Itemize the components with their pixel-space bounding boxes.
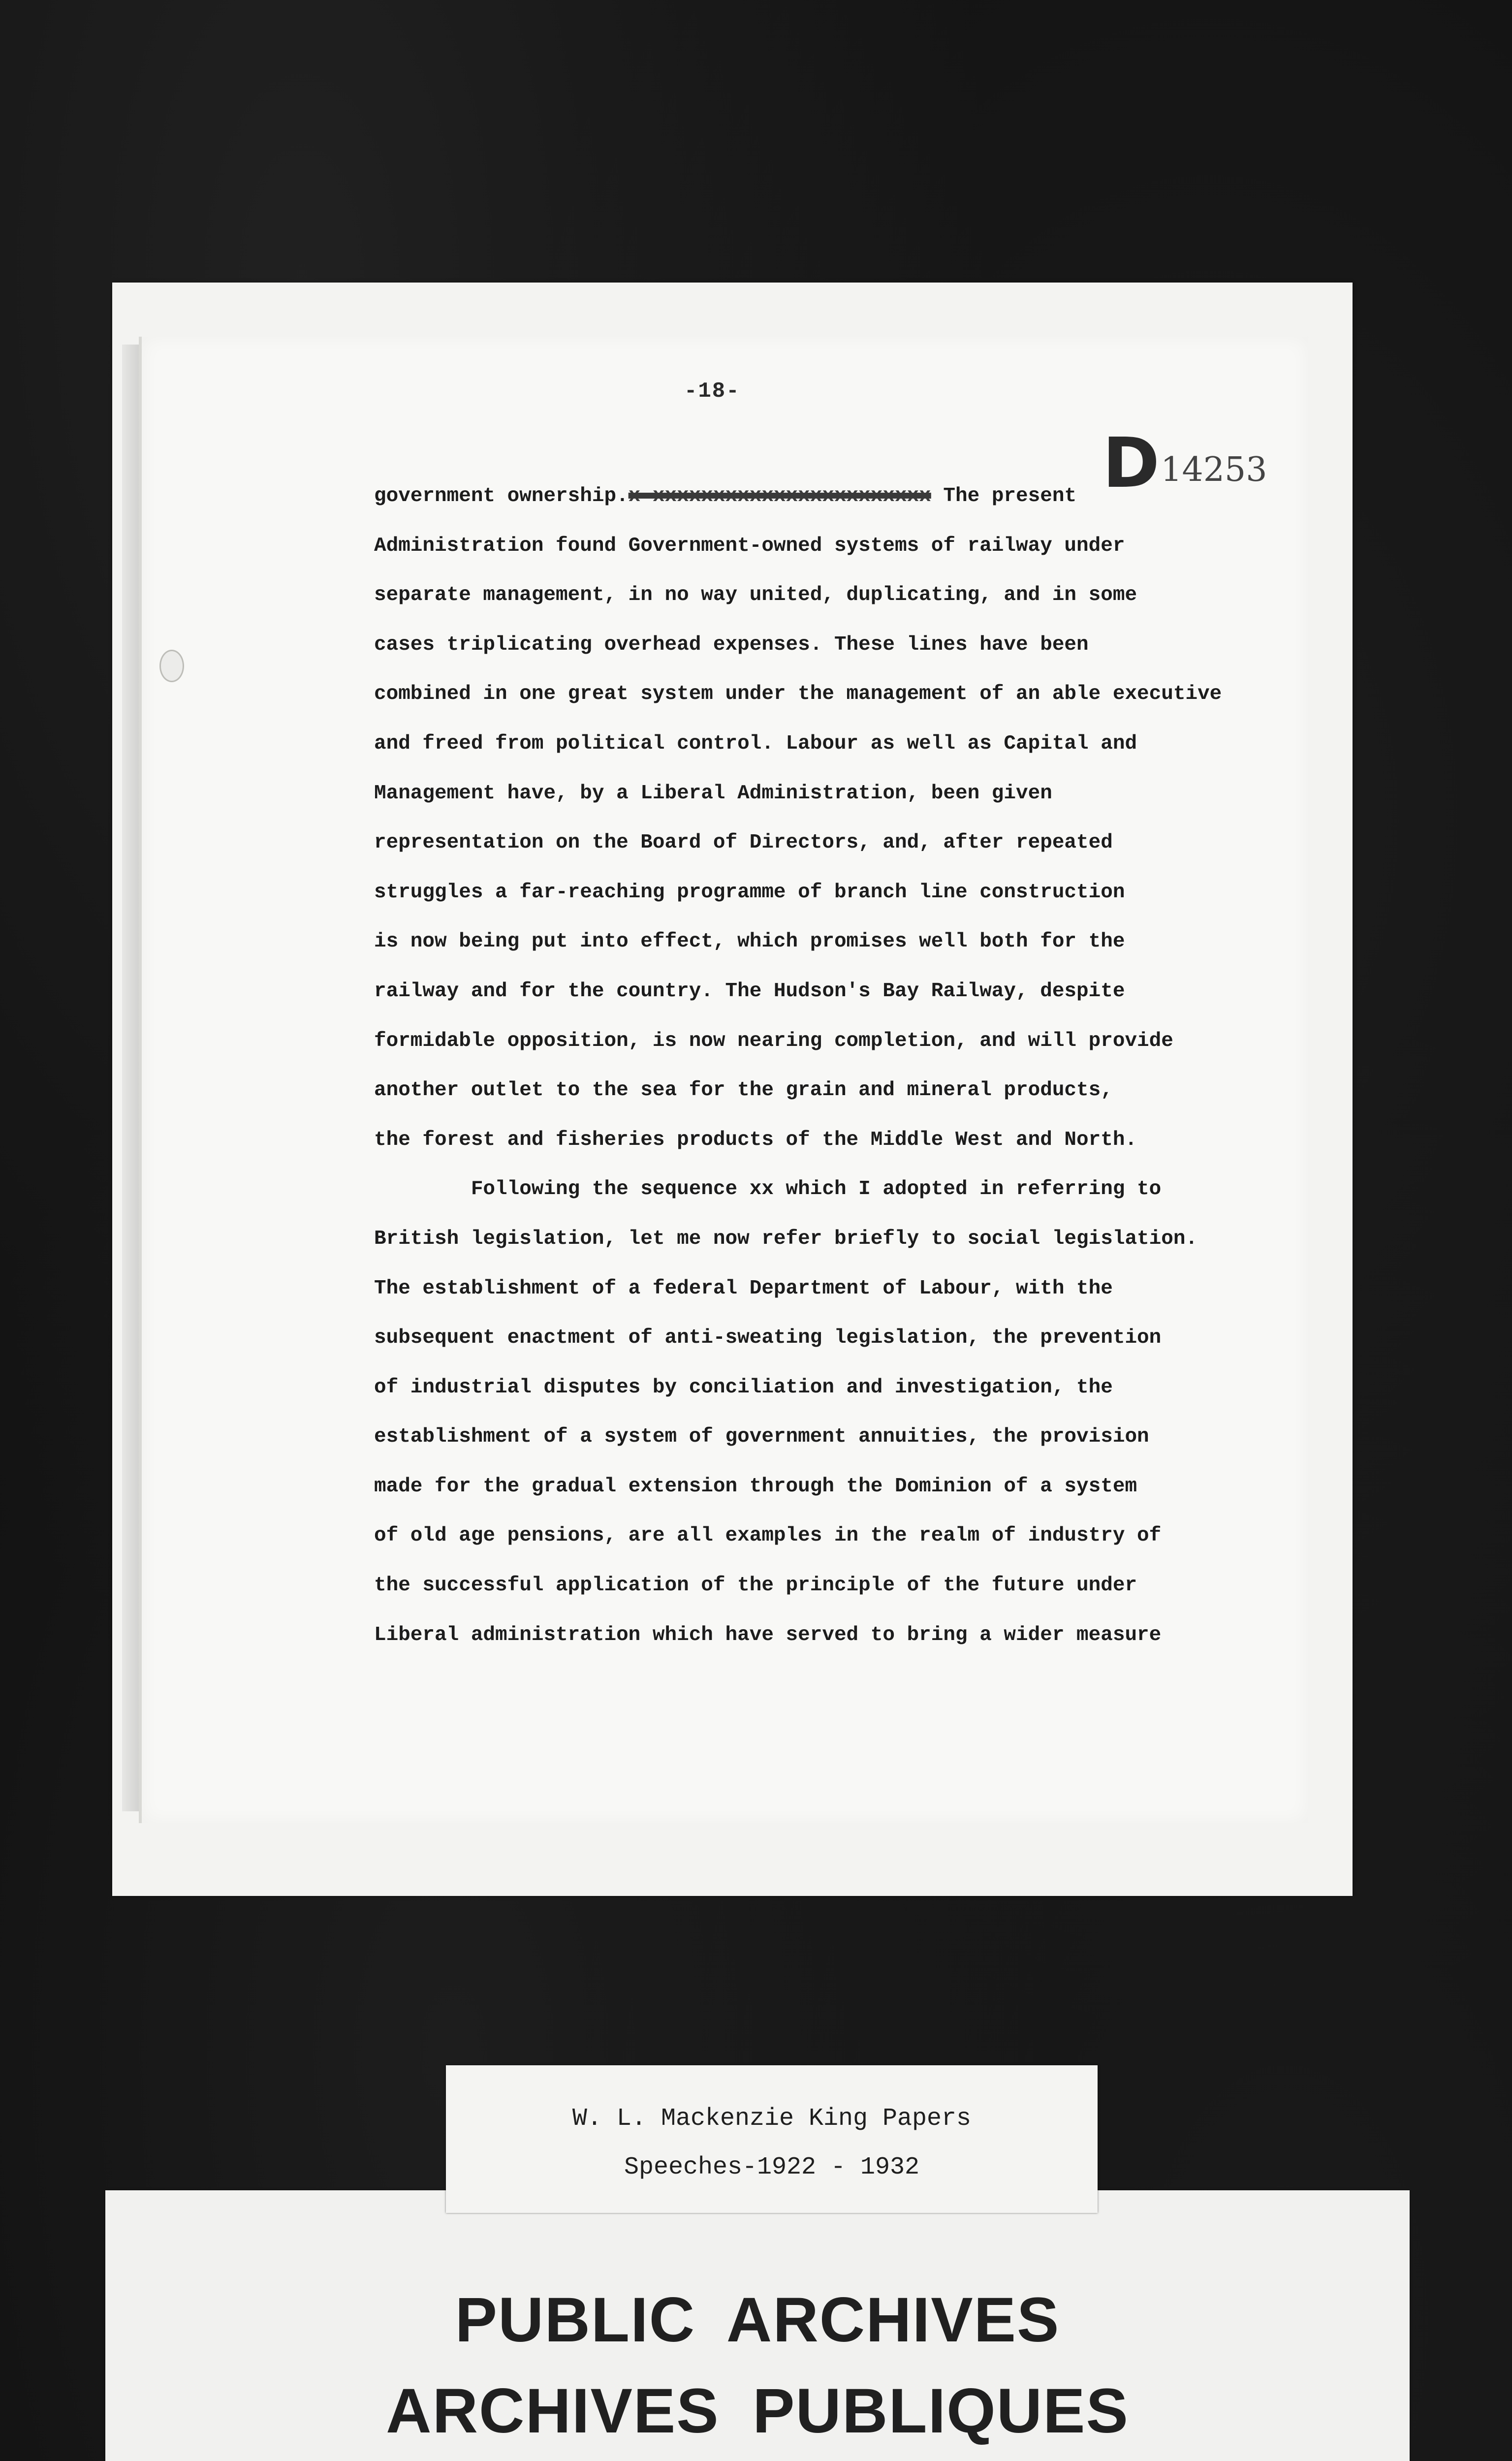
text-line-20: establishment of a system of government annuities, the provision: [374, 1425, 1149, 1449]
text-line-1-end: The present: [931, 485, 1077, 507]
text-line-14: the forest and fisheries products of the Middle West and North.: [374, 1128, 1137, 1151]
page-number: -18-: [684, 379, 740, 404]
text-line-13: another outlet to the sea for the grain and mineral products,: [374, 1079, 1113, 1102]
archives-title-english: PUBLIC ARCHIVES: [455, 2285, 1060, 2355]
text-line-5: combined in one great system under the management of an able executive: [374, 683, 1222, 706]
text-line-2: Administration found Government-owned systems of railway under: [374, 534, 1125, 557]
text-line-1-start: government ownership.: [374, 485, 629, 507]
document-id-letter: D: [1102, 423, 1158, 504]
archives-title-french: ARCHIVES PUBLIQUES: [386, 2376, 1129, 2446]
archives-banner: [105, 2190, 1410, 2461]
document-id-number: 14253: [1161, 450, 1267, 489]
text-line-7: Management have, by a Liberal Administration, been given: [374, 782, 1052, 805]
text-line-6: and freed from political control. Labour as well as Capital and: [374, 732, 1137, 755]
text-line-17: The establishment of a federal Department of Labour, with the: [374, 1277, 1113, 1300]
text-line-21: made for the gradual extension through the Dominion of a system: [374, 1475, 1137, 1498]
text-line-12: formidable opposition, is now nearing completion, and will provide: [374, 1029, 1173, 1052]
text-line-23: the successful application of the principle of the future under: [374, 1574, 1137, 1597]
text-line-19: of industrial disputes by conciliation and investigation, the: [374, 1376, 1113, 1399]
collection-label: [446, 2065, 1098, 2213]
text-line-3: separate management, in no way united, duplicating, and in some: [374, 584, 1137, 607]
struck-out-text: x xxxxxxxxxxxxxxxxxxxxxxx: [628, 485, 931, 507]
text-line-8: representation on the Board of Directors, and, after repeated: [374, 831, 1113, 854]
text-line-22: of old age pensions, are all examples in the realm of industry of: [374, 1524, 1162, 1547]
text-line-9: struggles a far-reaching programme of branch line construction: [374, 881, 1125, 904]
text-line-15: Following the sequence xx which I adopted in referring to: [374, 1178, 1162, 1201]
text-line-11: railway and for the country. The Hudson's Bay Railway, despite: [374, 979, 1125, 1003]
collection-series: Speeches-1922 - 1932: [624, 2153, 920, 2181]
text-line-24: Liberal administration which have served to bring a wider measure: [374, 1623, 1162, 1646]
text-line-10: is now being put into effect, which promises well both for the: [374, 930, 1125, 953]
typed-body-text: [374, 472, 1240, 1660]
punch-hole: [159, 650, 184, 682]
text-line-1: [374, 472, 1240, 521]
text-line-18: subsequent enactment of anti-sweating legislation, the prevention: [374, 1326, 1162, 1350]
text-line-16: British legislation, let me now refer briefly to social legislation.: [374, 1227, 1198, 1250]
collection-name: W. L. Mackenzie King Papers: [572, 2105, 972, 2133]
text-line-4: cases triplicating overhead expenses. These lines have been: [374, 633, 1089, 656]
